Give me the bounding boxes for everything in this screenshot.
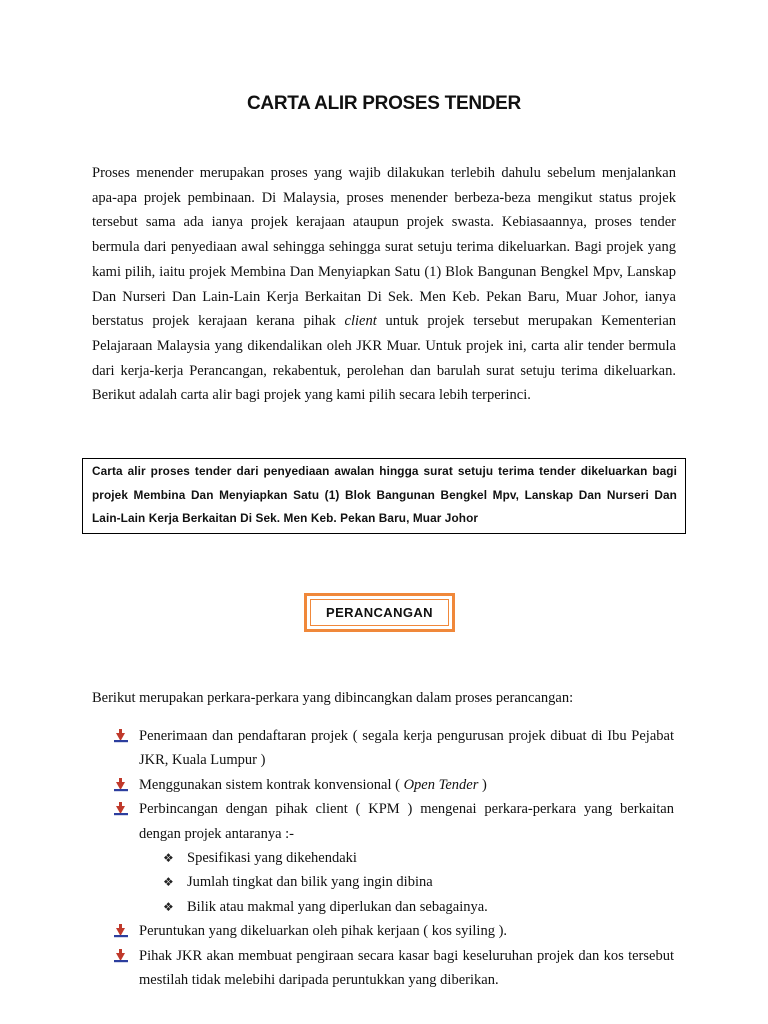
sub-list-item-text: Spesifikasi yang dikehendaki	[187, 850, 357, 867]
list-item-italic: Open Tender	[403, 776, 479, 793]
list-item-text: Peruntukan yang dikeluarkan oleh pihak kerjaan ( kos syiling ).	[139, 923, 508, 940]
sub-list-item-text: Bilik atau makmal yang diperlukan dan sebagainya.	[187, 898, 488, 915]
list-item-text-end: )	[478, 776, 487, 793]
lead-sentence: Berikut merupakan perkara-perkara yang dibincangkan dalam proses perancangan:	[92, 690, 574, 706]
list-item-text: Menggunakan sistem kontrak konvensional (	[139, 776, 404, 793]
list-item-text: Penerimaan dan pendaftaran projek ( segala kerja pengurusan projek dibuat di Ibu Pejabat JKR, Kuala Lumpur )	[139, 728, 674, 769]
intro-paragraph	[92, 161, 676, 408]
page-title: CARTA ALIR PROSES TENDER	[247, 93, 521, 114]
list-item-text: Perbincangan dengan pihak client ( KPM ) mengenai perkara-perkara yang berkaitan dengan projek antaranya :-	[139, 801, 674, 842]
arrow-bullet-icon	[114, 924, 128, 938]
flowchart-caption-box: Carta alir proses tender dari penyediaan awalan hingga surat setuju terima tender dikeluarkan bagi projek Membina Dan Menyiapkan Satu (1) Blok Bangunan Bengkel Mpv, Lanskap Dan Nurseri Dan Lain-Lain Kerja Berkaitan Di Sek. Men Keb. Pekan Baru, Muar Johor	[82, 458, 686, 534]
sub-list	[139, 846, 674, 919]
arrow-bullet-icon	[114, 802, 128, 816]
list-item	[114, 724, 674, 773]
intro-text-2: untuk projek tersebut merupakan Kementerian Pelajaraan Malaysia yang dikendalikan oleh JKR Muar. Untuk projek ini, carta alir tender bermula dari kerja-kerja Perancangan, rekabentuk, perolehan dan barulah surat setuju terima dikeluarkan. Berikut adalah carta alir bagi projek yang kami pilih secara lebih terperinci.	[92, 313, 676, 404]
arrow-bullet-icon	[114, 729, 128, 743]
diamond-bullet-icon: ❖	[163, 875, 174, 890]
arrow-bullet-icon	[114, 778, 128, 792]
list-item	[114, 944, 674, 993]
list-item	[114, 797, 674, 919]
diamond-bullet-icon: ❖	[163, 851, 174, 866]
discussion-list	[114, 724, 674, 992]
sub-list-item	[163, 895, 674, 919]
intro-italic-client: client	[344, 313, 377, 330]
list-item-text: Pihak JKR akan membuat pengiraan secara kasar bagi keseluruhan projek dan kos tersebut mestilah tidak melebihi daripada peruntukkan yang diberikan.	[139, 947, 674, 989]
list-item	[114, 919, 674, 943]
sub-list-item	[163, 870, 674, 894]
diamond-bullet-icon: ❖	[163, 899, 174, 914]
sub-list-item-text: Jumlah tingkat dan bilik yang ingin dibina	[187, 874, 433, 891]
stage-label: PERANCANGAN	[310, 599, 449, 626]
arrow-bullet-icon	[114, 949, 128, 963]
stage-box-perancangan	[304, 593, 455, 632]
intro-text-1: Proses menender merupakan proses yang wajib dilakukan terlebih dahulu sebelum menjalankan apa-apa projek pembinaan. Di Malaysia, proses menender berbeza-beza mengikut status projek tersebut sama ada ianya projek kerajaan ataupun projek swasta. Kebiasaannya, proses tender bermula dari penyediaan awal sehingga sehingga surat setuju terima dikeluarkan. Bagi projek yang kami pilih, iaitu projek Membina Dan Menyiapkan Satu (1) Blok Bangunan Bengkel Mpv, Lanskap Dan Nurseri Dan Lain-Lain Kerja Berkaitan Di Sek. Men Keb. Pekan Baru, Muar Johor, ianya berstatus projek kerajaan kerana pihak	[92, 165, 676, 330]
sub-list-item	[163, 846, 674, 870]
list-item	[114, 773, 674, 797]
